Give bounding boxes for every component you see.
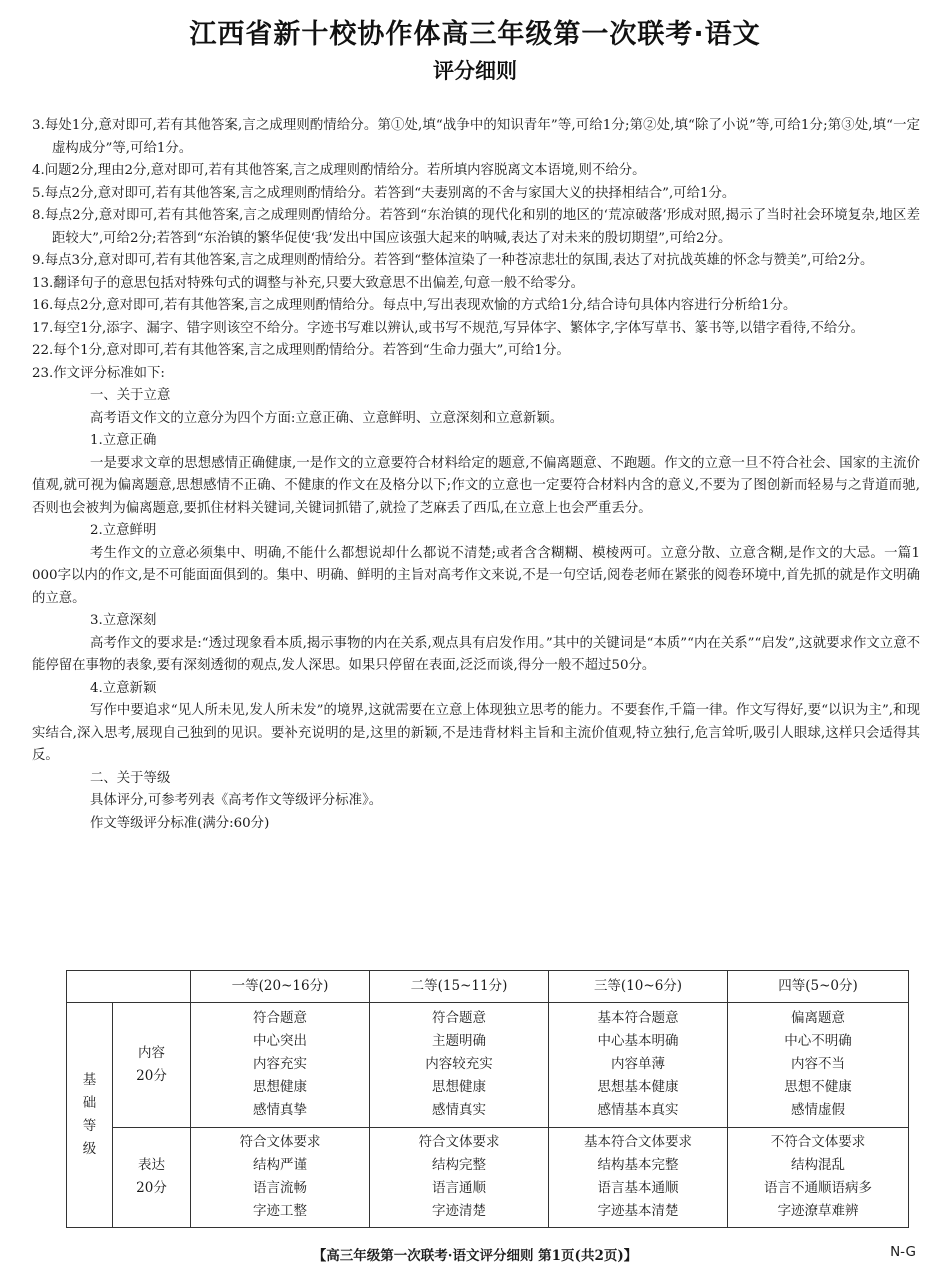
group-label-char: 等 <box>82 1118 97 1134</box>
grade-header: 三等(10~6分) <box>549 971 728 1003</box>
rule-item-13: 13.翻译句子的意思包括对特殊句式的调整与补充,只要大致意思不出偏差,句意一般不给零分。 <box>32 275 585 291</box>
table-cell <box>191 1127 370 1227</box>
table-row-content <box>67 1003 909 1128</box>
rule-item-17: 17.每空1分,添字、漏字、错字则该空不给分。字迹书写难以辨认,或书写不规范,写异体字、繁体字,字体写草书、篆书等,以错字看待,不给分。 <box>32 320 865 336</box>
paragraph-novel: 写作中要追求“见人所未见,发人所未发”的境界,这就需要在立意上体现独立思考的能力。不要套作,千篇一律。作文写得好,要“以识为主”,和现实结合,深入思考,展现自己独到的见识。要补充说明的是,这里的新颖,不是违背材料主旨和主流价值观,特立独行,危言耸听,吸引人眼球,这样只会适得其反。 <box>32 703 920 763</box>
rule-item-4: 4.问题2分,理由2分,意对即可,若有其他答案,言之成理则酌情给分。若所填内容脱离文本语境,则不给分。 <box>32 163 646 178</box>
grade-header: 四等(5~0分) <box>728 971 909 1003</box>
rule-item-5: 5.每点2分,意对即可,若有其他答案,言之成理则酌情给分。若答到“夫妻别离的不舍与家国大义的抉择相结合”,可给1分。 <box>32 185 736 201</box>
cell-line: 偏离题意 <box>791 1010 845 1027</box>
cell-line: 主题明确 <box>432 1033 486 1050</box>
cell-line: 不符合文体要求 <box>770 1134 866 1151</box>
cell-line: 感情基本真实 <box>597 1102 679 1119</box>
paragraph-correct: 一是要求文章的思想感情正确健康,一是作文的立意要符合材料给定的题意,不偏离题意、不跑题。作文的立意一旦不符合社会、国家的主流价值观,就可视为偏离题意,思想感情不正确、不健康的作文在及格分以下;作文的立意也一定要符合材料内含的意义,不要为了图创新而轻易与之背道而驰,否则也会被判为偏离题意,要抓住材料关键词,关键词抓错了,就捡了芝麻丢了西瓜,在立意上也会严重丢分。 <box>32 455 920 516</box>
subheading-clear: 2.立意鲜明 <box>90 523 157 538</box>
group-label <box>67 1069 112 1161</box>
section-intro-grade: 具体评分,可参考列表《高考作文等级评分标准》。 <box>90 793 383 808</box>
subheading-deep: 3.立意深刻 <box>90 613 157 628</box>
cell-line: 内容较充实 <box>425 1056 493 1073</box>
group-label-cell <box>67 1003 113 1228</box>
cell-line: 内容单薄 <box>611 1056 665 1073</box>
paper-code: N-G <box>890 1244 916 1260</box>
grading-table <box>66 970 909 1228</box>
rule-item-8: 8.每点2分,意对即可,若有其他答案,言之成理则酌情给分。若答到“东治镇的现代化和别的地区的‘荒凉破落’形成对照,揭示了当时社会环境复杂,地区差距较大”,可给2分;若答到“东治镇的繁华促使‘我’发出中国应该强大起来的呐喊,表达了对未来的殷切期望”,可给2分。 <box>32 208 920 246</box>
page-footer: 【高三年级第一次联考·语文评分细则 第1页(共2页)】 <box>312 1248 638 1264</box>
page-title: 江西省新十校协作体高三年级第一次联考·语文 <box>189 19 761 50</box>
row-score: 20分 <box>136 1180 167 1197</box>
cell-line: 中心突出 <box>253 1033 307 1050</box>
cell-line: 语言通顺 <box>432 1180 486 1197</box>
cell-line: 内容充实 <box>253 1056 307 1073</box>
scoring-rules <box>32 115 920 835</box>
cell-line: 中心不明确 <box>784 1033 852 1050</box>
cell-line: 符合题意 <box>432 1010 486 1027</box>
cell-line: 语言流畅 <box>253 1180 307 1197</box>
table-row-expression <box>67 1127 909 1227</box>
table-cell <box>728 1003 909 1128</box>
cell-line: 符合题意 <box>253 1010 307 1027</box>
cell-line: 结构严谨 <box>253 1157 307 1174</box>
cell-line: 感情虚假 <box>791 1102 845 1119</box>
cell-line: 思想健康 <box>432 1079 486 1096</box>
page-subtitle: 评分细则 <box>433 59 517 83</box>
row-label: 内容 <box>138 1044 165 1061</box>
rule-item-22: 22.每个1分,意对即可,若有其他答案,言之成理则酌情给分。若答到“生命力强大”,可给1分。 <box>32 343 570 358</box>
grade-header: 二等(15~11分) <box>370 971 549 1003</box>
table-header-row <box>67 971 909 1003</box>
rule-item-16: 16.每点2分,意对即可,若有其他答案,言之成理则酌情给分。每点中,写出表现欢愉的方式给1分,结合诗句具体内容进行分析给1分。 <box>32 298 797 313</box>
subheading-novel: 4.立意新颖 <box>90 680 157 696</box>
subheading-correct: 1.立意正确 <box>90 433 157 448</box>
row-label: 表达 <box>138 1157 165 1174</box>
section-intro-intent: 高考语文作文的立意分为四个方面:立意正确、立意鲜明、立意深刻和立意新颖。 <box>90 410 564 426</box>
cell-line: 结构完整 <box>432 1157 486 1174</box>
table-cell <box>370 1003 549 1128</box>
row-label-content <box>113 1003 191 1128</box>
table-cell <box>370 1127 549 1227</box>
section-heading-grade: 二、关于等级 <box>90 770 171 786</box>
cell-line: 语言基本通顺 <box>597 1180 679 1197</box>
cell-line: 基本符合文体要求 <box>584 1134 692 1151</box>
cell-line: 思想基本健康 <box>597 1079 679 1096</box>
cell-line: 内容不当 <box>791 1056 845 1073</box>
table-corner-cell <box>67 971 191 1003</box>
cell-line: 语言不通顺语病多 <box>764 1180 872 1197</box>
cell-line: 思想健康 <box>253 1079 307 1096</box>
row-label-expression <box>113 1127 191 1227</box>
rule-item-9: 9.每点3分,意对即可,若有其他答案,言之成理则酌情给分。若答到“整体渲染了一种苍凉悲壮的氛围,表达了对抗战英雄的怀念与赞美”,可给2分。 <box>32 253 874 268</box>
cell-line: 基本符合题意 <box>597 1010 679 1027</box>
grade-header: 一等(20~16分) <box>191 971 370 1003</box>
rule-item-3: 3.每处1分,意对即可,若有其他答案,言之成理则酌情给分。第①处,填“战争中的知识青年”等,可给1分;第②处,填“除了小说”等,可给1分;第③处,填“一定虚构成分”等,可给1分。 <box>32 118 920 156</box>
rule-item-23: 23.作文评分标准如下: <box>32 365 165 381</box>
cell-line: 字迹潦草难辨 <box>777 1203 859 1220</box>
table-caption: 作文等级评分标准(满分:60分) <box>90 815 270 831</box>
group-label-char: 基 <box>82 1072 97 1088</box>
table-cell <box>191 1003 370 1128</box>
table-cell <box>549 1127 728 1227</box>
cell-line: 结构基本完整 <box>597 1157 679 1174</box>
cell-line: 感情真挚 <box>253 1102 307 1119</box>
table-cell <box>728 1127 909 1227</box>
paragraph-clear: 考生作文的立意必须集中、明确,不能什么都想说却什么都说不清楚;或者含含糊糊、模棱两可。立意分散、立意含糊,是作文的大忌。一篇1 000字以内的作文,是不可能面面俱到的。集中、明确、鲜明的主旨对高考作文来说,不是一句空话,阅卷老师在紧张的阅卷环境中,首先抓的就是作文明确的立意。 <box>32 545 920 606</box>
cell-line: 结构混乱 <box>791 1157 845 1174</box>
group-label-char: 级 <box>82 1141 97 1157</box>
cell-line: 中心基本明确 <box>597 1033 679 1050</box>
cell-line: 字迹清楚 <box>432 1203 486 1220</box>
row-score: 20分 <box>136 1067 167 1084</box>
cell-line: 字迹基本清楚 <box>597 1203 679 1220</box>
cell-line: 字迹工整 <box>253 1203 307 1220</box>
section-heading-intent: 一、关于立意 <box>90 388 171 403</box>
cell-line: 符合文体要求 <box>418 1134 500 1151</box>
cell-line: 感情真实 <box>432 1102 486 1119</box>
group-label-char: 础 <box>82 1095 97 1111</box>
table-cell <box>549 1003 728 1128</box>
cell-line: 符合文体要求 <box>239 1134 321 1151</box>
paragraph-deep: 高考作文的要求是:“透过现象看本质,揭示事物的内在关系,观点具有启发作用。”其中的关键词是“本质”“内在关系”“启发”,这就要求作文立意不能停留在事物的表象,要有深刻透彻的观点,发人深思。如果只停留在表面,泛泛而谈,得分一般不超过50分。 <box>32 635 920 673</box>
cell-line: 思想不健康 <box>784 1079 852 1096</box>
